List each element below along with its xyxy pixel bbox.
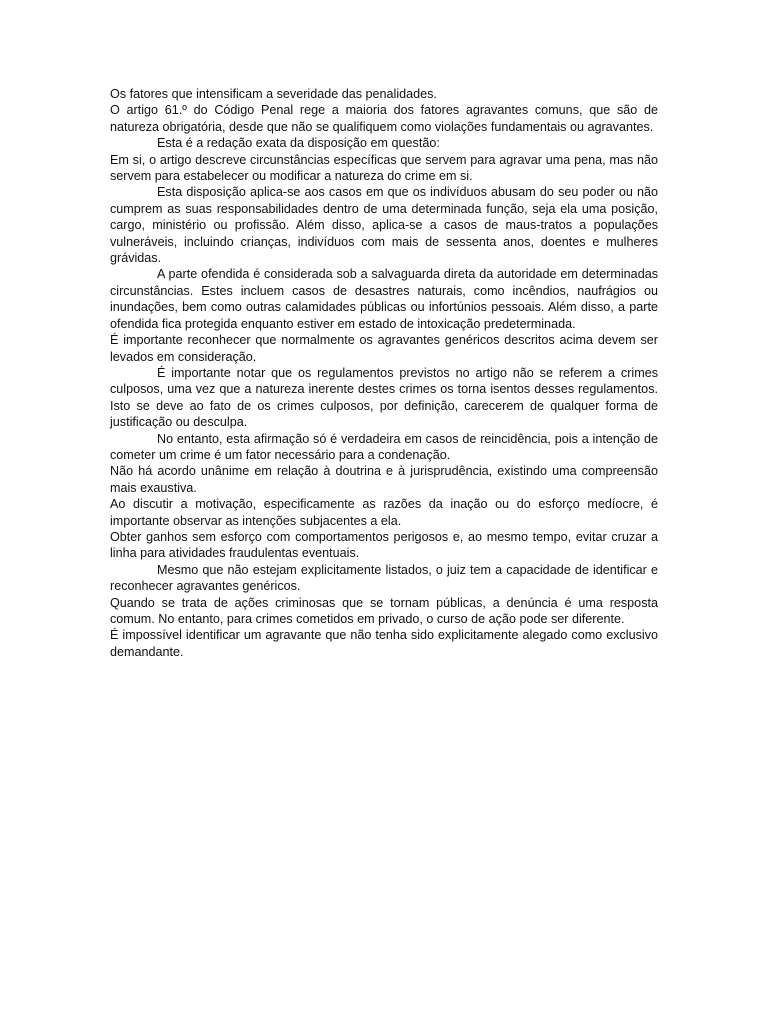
- paragraph: Não há acordo unânime em relação à doutrina e à jurisprudência, existindo uma compreensão mais exaustiva.: [110, 464, 658, 495]
- document-page: [110, 86, 658, 660]
- paragraph: Obter ganhos sem esforço com comportamentos perigosos e, ao mesmo tempo, evitar cruzar a linha para atividades fraudulentas eventuais.: [110, 529, 658, 561]
- paragraph: Quando se trata de ações criminosas que se tornam públicas, a denúncia é uma resposta comum. No entanto, para crimes cometidos em privado, o curso de ação pode ser diferente.: [110, 595, 658, 626]
- paragraph: O artigo 61.º do Código Penal rege a maioria dos fatores agravantes comuns, que são de natureza obrigatória, desde que não se qualifiquem como violações fundamentais ou agravantes.: [110, 103, 658, 134]
- paragraph: Em si, o artigo descreve circunstâncias específicas que servem para agravar uma pena, mas não servem para estabelecer ou modificar a natureza do crime em si.: [110, 152, 658, 184]
- paragraph: No entanto, esta afirmação só é verdadeira em casos de reincidência, pois a intenção de cometer um crime é um fator necessário para a condenação.: [110, 431, 658, 462]
- paragraph: Esta é a redação exata da disposição em questão:: [157, 136, 440, 151]
- paragraph: É importante notar que os regulamentos previstos no artigo não se referem a crimes culposos, uma vez que a natureza inerente destes crimes os torna isentos desses regulamentos. Isto se deve ao fato de os crimes culposos, por definição, carecerem de qualquer forma de justificação ou desculpa.: [110, 365, 658, 430]
- paragraph: É impossível identificar um agravante que não tenha sido explicitamente alegado como exclusivo demandante.: [110, 628, 658, 659]
- paragraph: Mesmo que não estejam explicitamente listados, o juiz tem a capacidade de identificar e reconhecer agravantes genéricos.: [110, 562, 658, 594]
- paragraph: Os fatores que intensificam a severidade das penalidades.: [110, 87, 437, 101]
- paragraph: Ao discutir a motivação, especificamente as razões da inação ou do esforço medíocre, é importante observar as intenções subjacentes a ela.: [110, 497, 658, 528]
- paragraph: Esta disposição aplica-se aos casos em que os indivíduos abusam do seu poder ou não cumprem as suas responsabilidades dentro de uma determinada função, seja ela uma posição, cargo, ministério ou profissão. Além disso, aplica-se a casos de maus-tratos a populações vulneráveis, incluindo crianças, indivíduos com mais de sessenta anos, doentes e mulheres grávidas.: [110, 185, 658, 266]
- paragraph: É importante reconhecer que normalmente os agravantes genéricos descritos acima devem ser levados em consideração.: [110, 333, 658, 364]
- paragraph: A parte ofendida é considerada sob a salvaguarda direta da autoridade em determinadas circunstâncias. Estes incluem casos de desastres naturais, como incêndios, naufrágios ou inundações, bem como outras calamidades públicas ou infortúnios pessoais. Além disso, a parte ofendida fica protegida enquanto estiver em estado de intoxicação predeterminada.: [110, 267, 658, 331]
